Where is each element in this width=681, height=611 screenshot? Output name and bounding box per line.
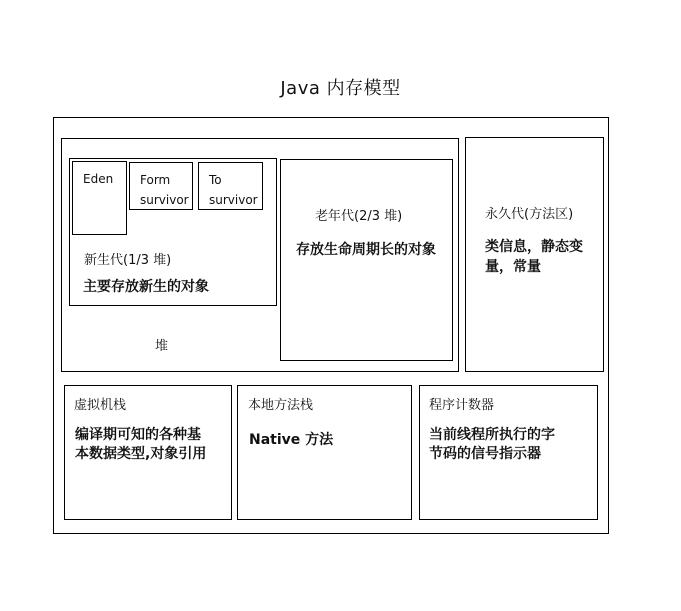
permanent-generation-desc-line2: 量，常量 bbox=[485, 259, 541, 275]
vm-stack-desc-line2: 本数据类型,对象引用 bbox=[75, 446, 207, 462]
from-survivor-label-line1: Form bbox=[140, 173, 171, 187]
young-generation-desc: 主要存放新生的对象 bbox=[83, 279, 209, 295]
old-generation-box bbox=[280, 159, 453, 361]
to-survivor-label-line1: To bbox=[209, 173, 222, 187]
to-survivor-label-line2: survivor bbox=[209, 193, 258, 207]
eden-label: Eden bbox=[83, 172, 114, 186]
vm-stack-label: 虚拟机栈 bbox=[74, 398, 127, 413]
young-generation-label: 新生代(1/3 堆) bbox=[84, 253, 172, 268]
from-survivor-label-line2: survivor bbox=[140, 193, 189, 207]
permanent-generation-desc-line1: 类信息，静态变 bbox=[485, 239, 583, 255]
program-counter-label: 程序计数器 bbox=[429, 398, 495, 413]
old-generation-desc: 存放生命周期长的对象 bbox=[296, 242, 436, 258]
permanent-generation-label: 永久代(方法区) bbox=[485, 207, 574, 222]
old-generation-label: 老年代(2/3 堆) bbox=[315, 209, 403, 224]
vm-stack-desc-line1: 编译期可知的各种基 bbox=[75, 427, 201, 443]
diagram-title: Java 内存模型 bbox=[280, 78, 401, 99]
native-method-stack-label: 本地方法栈 bbox=[248, 398, 314, 413]
program-counter-desc-line2: 节码的信号指示器 bbox=[429, 446, 541, 462]
program-counter-desc-line1: 当前线程所执行的字 bbox=[429, 427, 555, 443]
heap-label: 堆 bbox=[155, 339, 169, 354]
native-method-stack-desc: Native 方法 bbox=[249, 432, 334, 448]
